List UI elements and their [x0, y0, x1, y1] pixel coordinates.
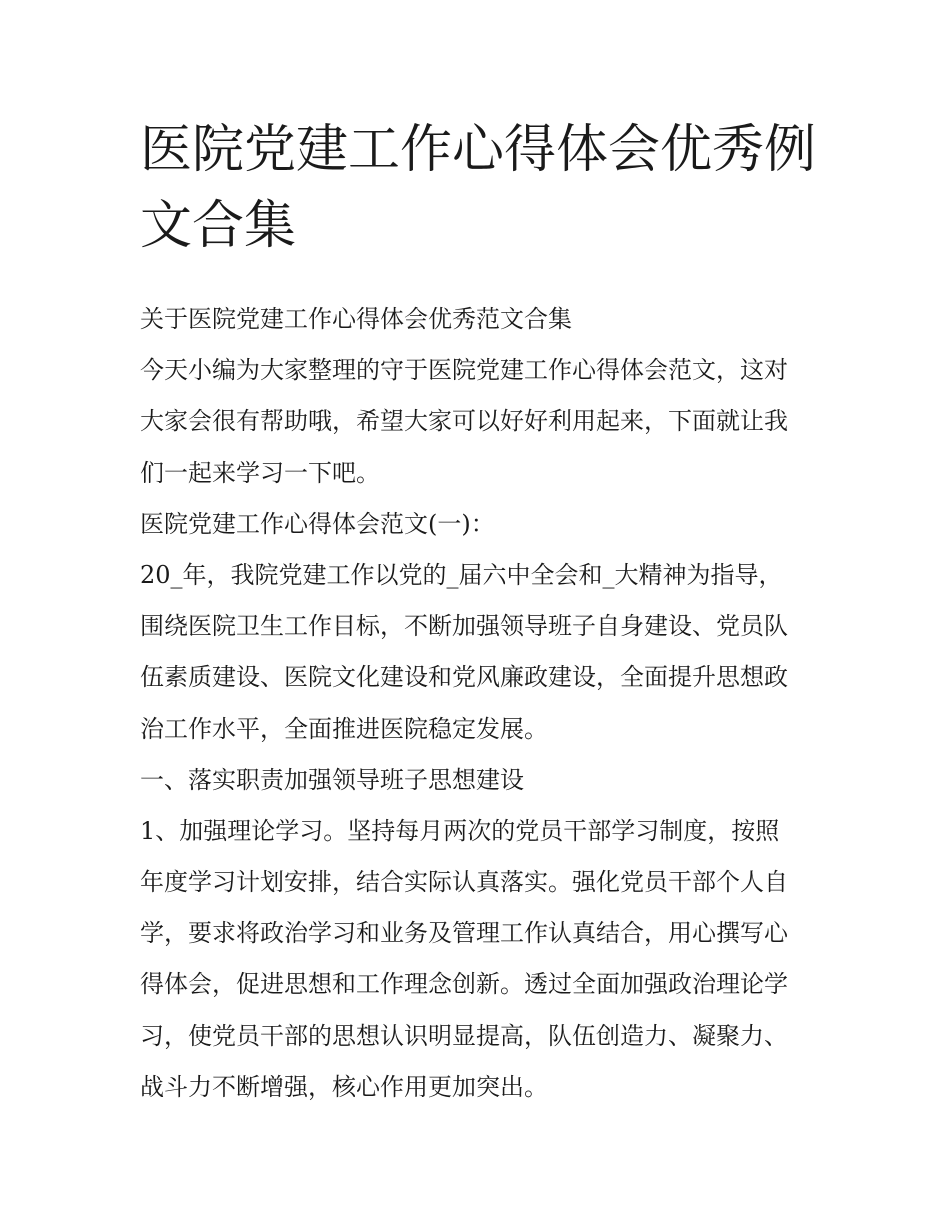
subtitle-line: 关于医院党建工作心得体会优秀范文合集: [140, 305, 572, 333]
paragraph-line: 治工作水平，全面推进医院稳定发展。: [140, 714, 548, 743]
paragraph-line: 习，使党员干部的思想认识明显提高，队伍创造力、凝聚力、: [140, 1021, 788, 1050]
paragraph-line: 学，要求将政治学习和业务及管理工作认真结合，用心撰写心: [140, 919, 788, 948]
title-line: 文合集: [140, 196, 297, 256]
document-title: [140, 112, 820, 264]
paragraph-line: 们一起来学习一下吧。: [140, 458, 380, 487]
paragraph-line: 20_年，我院党建工作以党的_届六中全会和_大精神为指导，: [140, 560, 783, 589]
paragraph-line: 今天小编为大家整理的守于医院党建工作心得体会范文，这对: [140, 356, 788, 385]
paragraph-line: 围绕医院卫生工作目标，不断加强领导班子自身建设、党员队: [140, 612, 788, 641]
section-heading: 医院党建工作心得体会范文(一)：: [140, 509, 495, 538]
paragraph-line: 得体会，促进思想和工作理念创新。透过全面加强政治理论学: [140, 970, 788, 999]
paragraph-line: 战斗力不断增强，核心作用更加突出。: [140, 1072, 548, 1101]
paragraph-line: 1、加强理论学习。坚持每月两次的党员干部学习制度，按照: [140, 816, 780, 845]
document-body: [140, 294, 820, 1113]
paragraph-line: 伍素质建设、医院文化建设和党风廉政建设，全面提升思想政: [140, 663, 788, 692]
paragraph-line: 年度学习计划安排，结合实际认真落实。强化党员干部个人自: [140, 868, 788, 897]
title-line: 医院党建工作心得体会优秀例: [140, 120, 817, 180]
section-heading: 一、落实职责加强领导班子思想建设: [140, 765, 524, 794]
document-page: [140, 112, 820, 1113]
paragraph-line: 大家会很有帮助哦，希望大家可以好好利用起来，下面就让我: [140, 407, 788, 436]
